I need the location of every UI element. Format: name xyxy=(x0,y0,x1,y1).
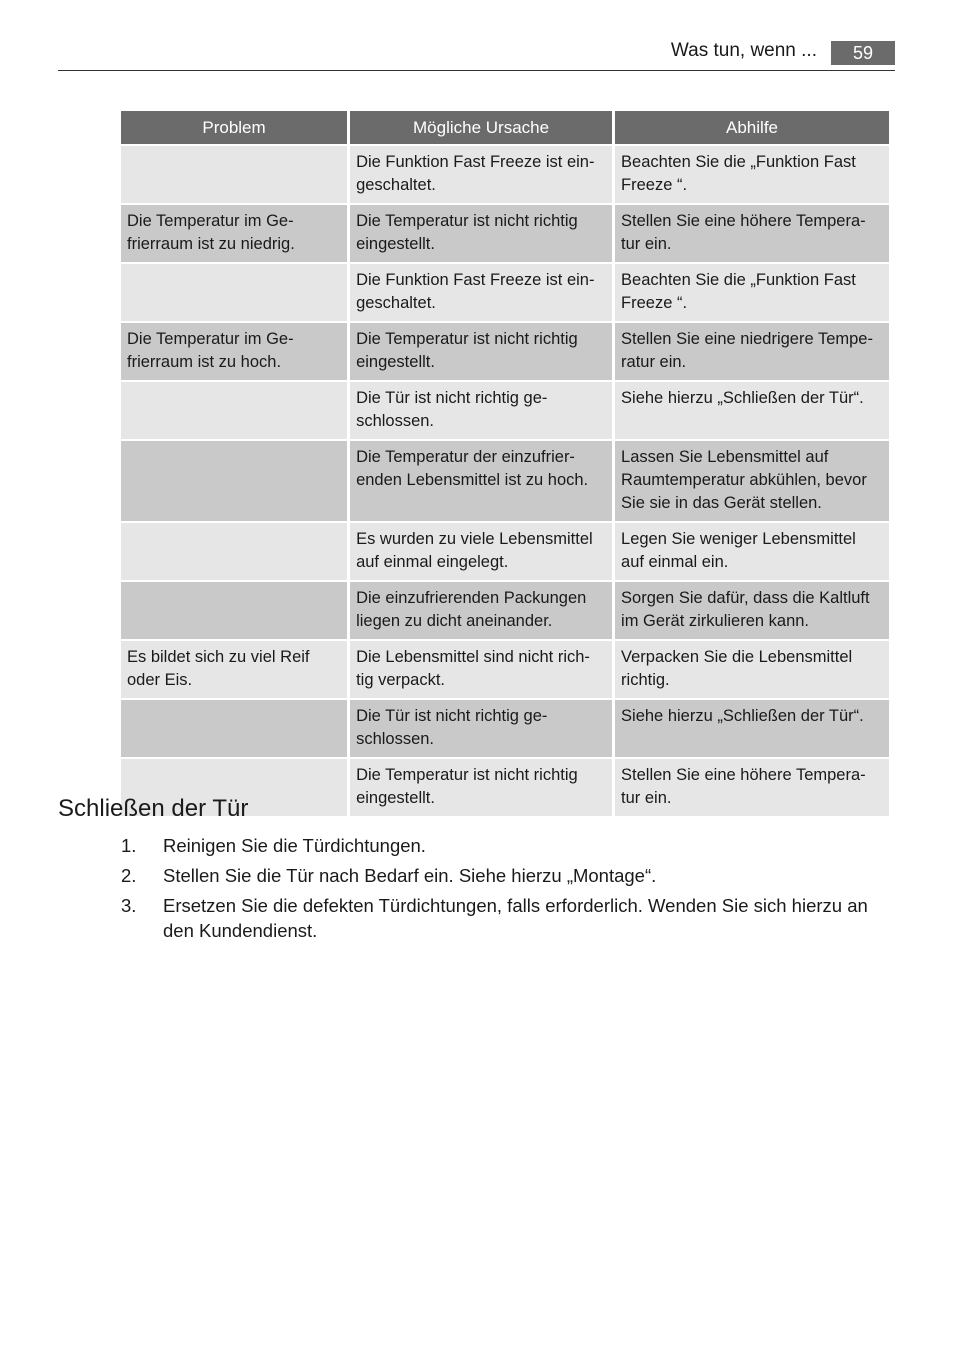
problem-cell xyxy=(121,523,347,582)
cause-cell: Es wurden zu viele Lebensmittel auf einmal eingelegt. xyxy=(350,523,612,582)
cause-cell: Die Temperatur ist nicht richtig eingestellt. xyxy=(350,205,612,264)
problem-cell xyxy=(121,582,347,641)
step-number: 2. xyxy=(121,865,137,886)
table-row xyxy=(121,582,889,641)
cause-cell: Die Tür ist nicht richtig ge-schlossen. xyxy=(350,700,612,759)
table-row xyxy=(121,146,889,205)
problem-cell xyxy=(121,441,347,523)
table-row xyxy=(121,523,889,582)
list-item xyxy=(121,863,881,888)
remedy-cell: Sorgen Sie dafür, dass die Kaltluft im Gerät zirkulieren kann. xyxy=(615,582,889,641)
header-section-title: Was tun, wenn ... xyxy=(670,40,817,61)
page-header xyxy=(58,38,895,71)
cause-cell: Die Lebensmittel sind nicht rich-tig verpackt. xyxy=(350,641,612,700)
remedy-cell: Beachten Sie die „Funktion Fast Freeze “. xyxy=(615,146,889,205)
problem-cell: Die Temperatur im Ge-frierraum ist zu hoch. xyxy=(121,323,347,382)
list-item xyxy=(121,833,881,858)
column-header-problem: Problem xyxy=(121,111,347,146)
cause-cell: Die Temperatur ist nicht richtig eingestellt. xyxy=(350,323,612,382)
column-header-cause: Mögliche Ursache xyxy=(350,111,612,146)
cause-cell: Die Temperatur ist nicht richtig eingestellt. xyxy=(350,759,612,818)
remedy-cell: Lassen Sie Lebensmittel auf Raumtemperatur abkühlen, bevor Sie sie in das Gerät stellen. xyxy=(615,441,889,523)
table-row xyxy=(121,641,889,700)
problem-cell xyxy=(121,700,347,759)
problem-cell xyxy=(121,264,347,323)
steps-list xyxy=(121,833,881,948)
remedy-cell: Stellen Sie eine niedrigere Tempe-ratur ein. xyxy=(615,323,889,382)
column-header-remedy: Abhilfe xyxy=(615,111,889,146)
remedy-cell: Stellen Sie eine höhere Tempera-tur ein. xyxy=(615,759,889,818)
cause-cell: Die Tür ist nicht richtig ge-schlossen. xyxy=(350,382,612,441)
remedy-cell: Legen Sie weniger Lebensmittel auf einmal ein. xyxy=(615,523,889,582)
troubleshooting-table xyxy=(118,111,892,818)
remedy-cell: Beachten Sie die „Funktion Fast Freeze “. xyxy=(615,264,889,323)
table-header-row xyxy=(121,111,889,146)
table-row xyxy=(121,205,889,264)
step-text: Stellen Sie die Tür nach Bedarf ein. Siehe hierzu „Montage“. xyxy=(163,865,657,886)
step-number: 3. xyxy=(121,895,137,916)
step-text: Reinigen Sie die Türdichtungen. xyxy=(163,835,426,856)
remedy-cell: Siehe hierzu „Schließen der Tür“. xyxy=(615,382,889,441)
table-row xyxy=(121,382,889,441)
page-number: 59 xyxy=(831,41,895,65)
list-item xyxy=(121,893,881,943)
table-row xyxy=(121,264,889,323)
step-number: 1. xyxy=(121,835,137,856)
table-row xyxy=(121,323,889,382)
remedy-cell: Siehe hierzu „Schließen der Tür“. xyxy=(615,700,889,759)
remedy-cell: Verpacken Sie die Lebensmittel richtig. xyxy=(615,641,889,700)
problem-cell xyxy=(121,146,347,205)
table-row xyxy=(121,441,889,523)
step-text: Ersetzen Sie die defekten Türdichtungen, falls erforderlich. Wenden Sie sich hierzu an den Kundendienst. xyxy=(163,895,868,941)
section-title: Schließen der Tür xyxy=(58,795,249,822)
remedy-cell: Stellen Sie eine höhere Tempera-tur ein. xyxy=(615,205,889,264)
cause-cell: Die einzufrierenden Packungen liegen zu dicht aneinander. xyxy=(350,582,612,641)
cause-cell: Die Funktion Fast Freeze ist ein-geschaltet. xyxy=(350,264,612,323)
problem-cell: Die Temperatur im Ge-frierraum ist zu niedrig. xyxy=(121,205,347,264)
problem-cell xyxy=(121,382,347,441)
cause-cell: Die Funktion Fast Freeze ist ein-geschaltet. xyxy=(350,146,612,205)
problem-cell: Es bildet sich zu viel Reif oder Eis. xyxy=(121,641,347,700)
table-row xyxy=(121,700,889,759)
cause-cell: Die Temperatur der einzufrier-enden Lebensmittel ist zu hoch. xyxy=(350,441,612,523)
